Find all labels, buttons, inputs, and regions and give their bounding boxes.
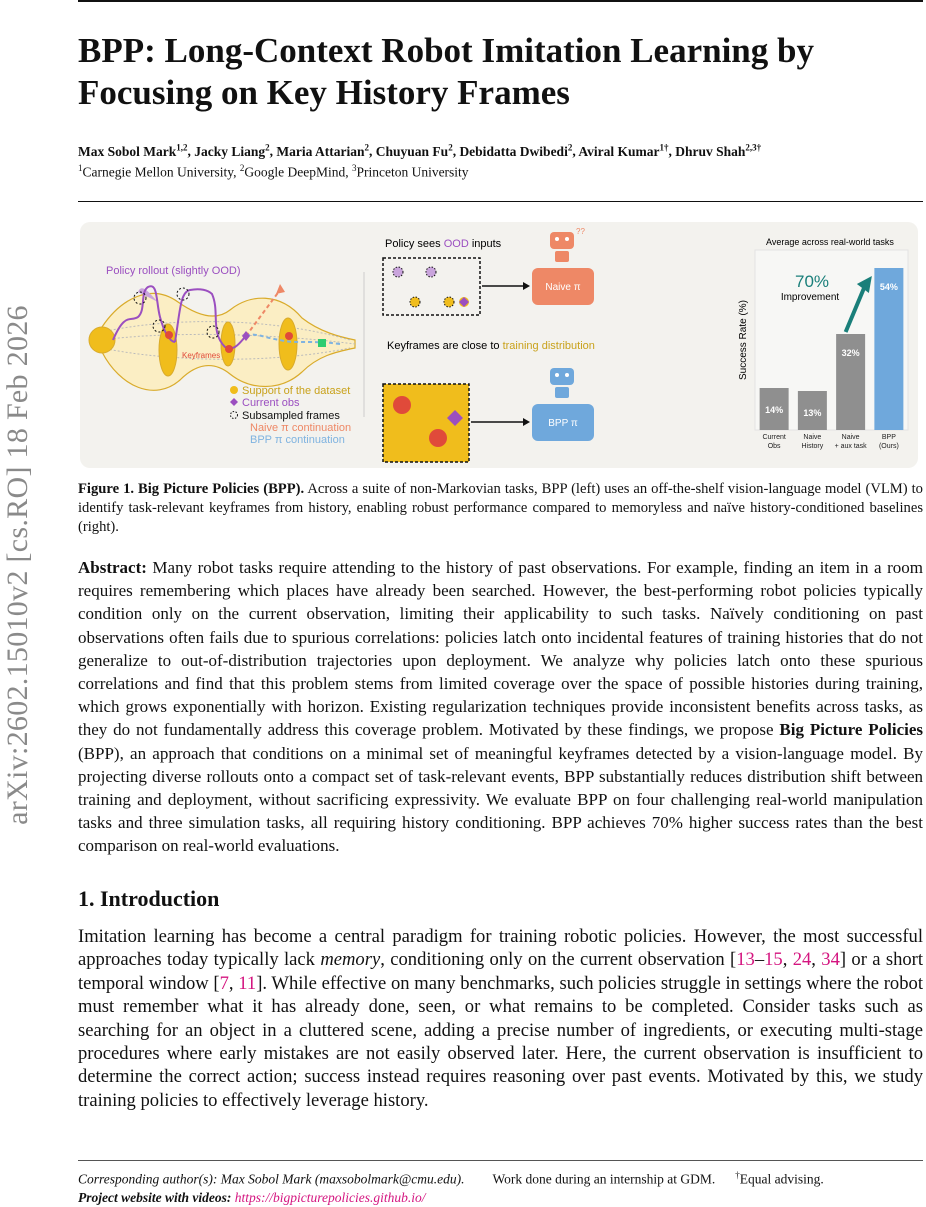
header-rule xyxy=(78,201,923,202)
legend-current-obs-icon xyxy=(230,398,238,406)
introduction-paragraph: Imitation learning has become a central paradigm for training robotic policies. However, the most successful approaches today typically lack memory, conditioning only on the current observation [13–15, 24, 34] or a short temporal window [7, 11]. While effective on many benchmarks, such policies struggle in settings where the robot must remember what it has already done, seen, or what remains to be completed. Consider tasks such as searching for an object in a cluttered scene, adding a precise number of ingredients, or executing multi-stage procedures where early mistakes are not easily observed later. Here, the current observation is insufficient to determine the correct action; success instead requires reasoning over past events. Motivated by this, we study training policies to effectively leverage history. xyxy=(78,926,924,1111)
x-tick-label: Naive xyxy=(841,434,860,441)
legend-item: Current obs xyxy=(242,397,300,409)
x-tick-label: Naive xyxy=(803,434,822,441)
bar-value-label: 13% xyxy=(803,408,822,418)
legend-item: BPP π continuation xyxy=(250,434,345,446)
footnote: Corresponding author(s): Max Sobol Mark (maxsobolmark@cmu.edu). Work done during an internship at GDM. †Equal advising. Project website with videos: https://bigpicturepolicies.github.io/ xyxy=(78,1170,824,1205)
legend xyxy=(230,385,351,446)
author: Dhruv Shah$^{2,3\dagger}$ xyxy=(675,142,762,159)
author-list: Max Sobol Mark$^{1,2}$, Jacky Liang$^2$, Maria Attarian$^2$, Chuyuan Fu$^2$, Debidatta Dwibedi$^2$, Aviral Kumar$^{1\dagger}$, Dhruv Shah$^{2,3\dagger}$ xyxy=(78,142,762,159)
x-tick-label: History xyxy=(801,443,824,450)
author: Chuyuan Fu$^2$ xyxy=(375,142,453,159)
x-tick-label: + aux task xyxy=(834,443,867,450)
keyframes-label: Keyframes xyxy=(182,351,221,360)
rollout-label: Policy rollout (slightly OOD) xyxy=(106,265,241,277)
ood-caption: Policy sees OOD inputs xyxy=(385,238,502,250)
figure-1 xyxy=(80,222,918,468)
figure-illustration xyxy=(80,222,918,468)
author: Jacky Liang$^2$ xyxy=(194,142,270,159)
legend-item: Subsampled frames xyxy=(242,410,340,422)
citation-link[interactable]: 11 xyxy=(238,972,257,994)
x-tick-label: (Ours) xyxy=(878,443,899,450)
figure-caption: Figure 1. Big Picture Policies (BPP). Across a suite of non-Markovian tasks, BPP (left) uses an off-the-shelf vision-language model (VLM) to identify task-relevant keyframes from history, enabling robust performance compared to memoryless and naïve history-conditioned baselines (right). xyxy=(78,481,923,535)
naive-policy-label: Naive π xyxy=(545,282,581,293)
arxiv-stamp: arXiv:2602.15010v2 [cs.RO] 18 Feb 2026 xyxy=(1,305,34,825)
bar-value-label: 32% xyxy=(841,348,860,358)
y-axis-label: Success Rate (%) xyxy=(738,299,749,381)
x-tick-label: BPP xyxy=(881,434,896,441)
citation-link[interactable]: 15 xyxy=(764,949,783,971)
bar-value-label: 54% xyxy=(879,282,898,292)
keyframes-caption: Keyframes are close to training distribution xyxy=(387,340,595,352)
x-tick-label: Obs xyxy=(767,443,781,450)
author: Max Sobol Mark$^{1,2}$ xyxy=(78,142,188,159)
chart-title: Average across real-world tasks xyxy=(766,237,894,247)
legend-subsampled-icon xyxy=(231,412,238,419)
happy-robot-icon xyxy=(550,368,574,398)
bar-value-label: 14% xyxy=(765,405,784,415)
bar-chart xyxy=(738,237,908,450)
internship-note: Work done during an internship at GDM. xyxy=(492,1171,716,1187)
equal-advising-note: Equal advising. xyxy=(739,1171,824,1187)
bar xyxy=(874,268,903,430)
footnote-rule xyxy=(78,1160,923,1161)
section-heading: 1. Introduction xyxy=(78,886,220,911)
legend-item: Support of the dataset xyxy=(242,385,351,397)
x-tick-label: Current xyxy=(762,434,786,441)
website-label: Project website with videos: xyxy=(78,1189,232,1205)
top-rule xyxy=(78,0,923,2)
affiliations: $^1$Carnegie Mellon University, $^2$Google DeepMind, $^3$Princeton University xyxy=(78,163,469,180)
author: Debidatta Dwibedi$^2$ xyxy=(459,142,573,159)
citation-link[interactable]: 13 xyxy=(736,949,755,971)
abstract: Abstract: Many robot tasks require attending to the history of past observations. For example, finding an item in a room requires remembering which places have already been searched. However, the best-performing robot policies typically condition only on the current observation, limiting their applicability to such tasks. Naïvely conditioning on past observations often fails due to spurious correlations: policies latch onto incidental features of training histories that do not generalize to out-of-distribution trajectories upon deployment. We analyze why policies latch onto these spurious correlations and find that this problem stems from limited coverage over the space of possible histories during training, which grows exponentially with horizon. Existing regularization techniques provide inconsistent benefits across tasks, as they do not fundamentally address this coverage problem. Motivated by these findings, we propose Big Picture Policies (BPP), an approach that conditions on a minimal set of meaningful keyframes detected by a vision-language model. By projecting diverse rollouts onto a compact set of task-relevant events, BPP substantially reduces distribution shift between training and deployment, without sacrificing expressivity. We evaluate BPP on four challenging real-world manipulation tasks and three simulation tasks, all requiring history conditioning. BPP achieves 70% higher success rates than the best comparison on real-world evaluations. xyxy=(78,558,923,856)
confused-robot-icon xyxy=(550,227,585,262)
legend-dataset-icon xyxy=(230,386,238,394)
project-website-link[interactable]: https://bigpicturepolicies.github.io/ xyxy=(234,1189,426,1205)
legend-item: Naive π continuation xyxy=(250,422,352,434)
improvement-value: 70% xyxy=(794,272,830,291)
corresponding-author: Corresponding author(s): Max Sobol Mark (maxsobolmark@cmu.edu). xyxy=(78,1171,465,1187)
confused-mark: ?? xyxy=(576,227,585,236)
bpp-policy-label: BPP π xyxy=(548,418,578,429)
paper-title: BPP: Long-Context Robot Imitation Learning by Focusing on Key History Frames xyxy=(78,31,814,112)
citation-link[interactable]: 34 xyxy=(821,949,840,971)
citation-link[interactable]: 7 xyxy=(219,972,229,994)
improvement-label: Improvement xyxy=(780,292,840,303)
author: Maria Attarian$^2$ xyxy=(276,142,370,159)
dataset-support-diagram xyxy=(89,284,355,390)
citation-link[interactable]: 24 xyxy=(792,949,812,971)
author: Aviral Kumar$^{1\dagger}$ xyxy=(578,142,669,159)
